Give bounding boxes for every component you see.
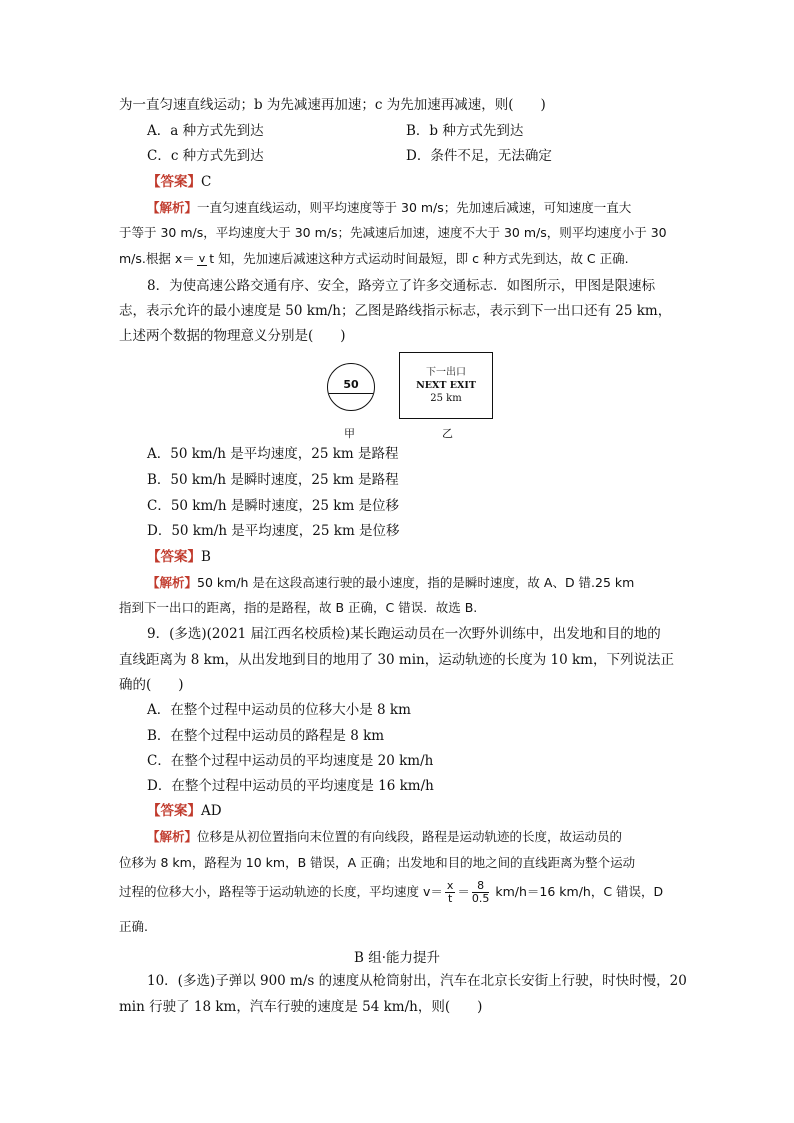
explanation-text: 一直匀速直线运动，则平均速度等于 30 m/s；先加速后减速，可知速度一直大: [197, 200, 632, 215]
q7-option-d: D．条件不足，无法确定: [406, 148, 552, 164]
q8-stem-line-3: 上述两个数据的物理意义分别是( ): [119, 328, 346, 344]
exit-sign-line-3: 25 km: [430, 393, 462, 404]
explanation-text: 50 km/h 是在这段高速行驶的最小速度，指的是瞬时速度，故 A、D 错.25 km: [197, 575, 635, 590]
exit-sign: [399, 352, 493, 419]
q9-option-d: D．在整个过程中运动员的平均速度是 16 km/h: [147, 778, 434, 794]
q9-stem-line-1: 9．(多选)(2021 届江西名校质检)某长跑运动员在一次野外训练中，出发地和目的地的: [147, 626, 661, 642]
formula-fraction: [197, 253, 208, 266]
q7-stem-continuation: 为一直匀速直线运动；b 为先减速再加速；c 为先加速再减速，则( ): [119, 97, 546, 113]
q8-stem-line-2: 志，表示允许的最小速度是 50 km/h；乙图是路线指示标志，表示到下一出口还有 25 km，: [119, 303, 672, 319]
exit-sign-line-2: NEXT EXIT: [416, 380, 476, 391]
q9-stem-line-3: 确的( ): [119, 677, 184, 693]
q9-answer: [147, 802, 222, 820]
q7-explanation-line-3: [119, 250, 629, 268]
fraction-denominator: 0.5: [471, 892, 490, 905]
explanation-text: t 知，先加速后减速这种方式运动时间最短，即 c 种方式先到达，故 C 正确.: [209, 251, 629, 266]
section-title: B 组·能力提升: [353, 950, 440, 966]
q7-explanation-line-2: 于等于 30 m/s，平均速度大于 30 m/s；先减速后加速，速度不大于 30 m/s，则平均速度小于 30: [119, 225, 667, 240]
caption-yi: 乙: [442, 427, 453, 440]
answer-label: 【答案】: [147, 549, 201, 565]
explanation-text: m/s.根据 x＝: [119, 251, 195, 266]
speed-limit-value: 50: [343, 378, 359, 391]
sign-divider: [328, 393, 374, 394]
explanation-text: 过程的位移大小，路程等于运动轨迹的长度，平均速度 v＝: [119, 884, 443, 899]
q9-option-b: B．在整个过程中运动员的路程是 8 km: [147, 728, 385, 744]
explanation-text: ＝: [457, 884, 470, 899]
q8-option-c: C．50 km/h 是瞬时速度，25 km 是位移: [147, 498, 400, 514]
exit-sign-line-1: 下一出口: [426, 367, 466, 378]
fraction-denominator: t: [447, 892, 453, 905]
q9-explanation-line-3: [119, 880, 663, 905]
q9-explanation-line-1: [147, 828, 622, 846]
caption-jia: 甲: [344, 427, 355, 440]
speed-limit-sign: [327, 363, 375, 411]
q7-answer: [147, 173, 211, 191]
fraction-numerator: x: [446, 879, 454, 892]
q9-stem-line-2: 直线距离为 8 km，从出发地到目的地用了 30 min，运动轨迹的长度为 10 km，下列说法正: [119, 652, 674, 668]
q7-option-b: B．b 种方式先到达: [406, 123, 524, 139]
q8-explanation-line-2: 指到下一出口的距离，指的是路程，故 B 正确，C 错误．故选 B.: [119, 600, 478, 615]
explanation-label: 【解析】: [147, 200, 198, 215]
q8-option-d: D．50 km/h 是平均速度，25 km 是位移: [147, 523, 400, 539]
q8-explanation-line-1: [147, 574, 634, 592]
answer-value: AD: [201, 803, 222, 819]
answer-value: B: [201, 549, 211, 565]
answer-label: 【答案】: [147, 174, 201, 190]
fraction-numerator: v: [198, 252, 206, 265]
explanation-label: 【解析】: [147, 575, 198, 590]
fraction-numerator: 8: [472, 880, 490, 893]
answer-value: C: [201, 174, 212, 190]
q9-option-c: C．在整个过程中运动员的平均速度是 20 km/h: [147, 753, 434, 769]
answer-label: 【答案】: [147, 803, 201, 819]
explanation-text: 位移是从初位置指向末位置的有向线段，路程是运动轨迹的长度，故运动员的: [197, 829, 623, 844]
q9-explanation-line-2: 位移为 8 km，路程为 10 km，B 错误，A 正确；出发地和目的地之间的直线距离为整个运动: [119, 855, 636, 870]
q9-option-a: A．在整个过程中运动员的位移大小是 8 km: [147, 702, 411, 718]
q7-option-a: A．a 种方式先到达: [147, 123, 264, 139]
q9-explanation-line-4: 正确.: [119, 919, 148, 934]
q7-explanation-line-1: [147, 199, 631, 217]
q10-stem-line-2: min 行驶了 18 km，汽车行驶的速度是 54 km/h，则( ): [119, 999, 483, 1015]
q8-option-b: B．50 km/h 是瞬时速度，25 km 是路程: [147, 472, 399, 488]
explanation-label: 【解析】: [147, 829, 198, 844]
q8-option-a: A．50 km/h 是平均速度，25 km 是路程: [147, 446, 399, 462]
explanation-text: km/h＝16 km/h，C 错误，D: [491, 884, 664, 899]
formula-fraction-8-over-0.5: [472, 880, 490, 905]
q8-stem-line-1: 8．为使高速公路交通有序、安全，路旁立了许多交通标志．如图所示，甲图是限速标: [147, 278, 656, 294]
formula-fraction-x-over-t: [445, 880, 456, 905]
q8-answer: [147, 548, 211, 566]
q7-option-c: C．c 种方式先到达: [147, 148, 264, 164]
q10-stem-line-1: 10．(多选)子弹以 900 m/s 的速度从枪筒射出，汽车在北京长安街上行驶，时快时慢，20: [147, 973, 687, 989]
